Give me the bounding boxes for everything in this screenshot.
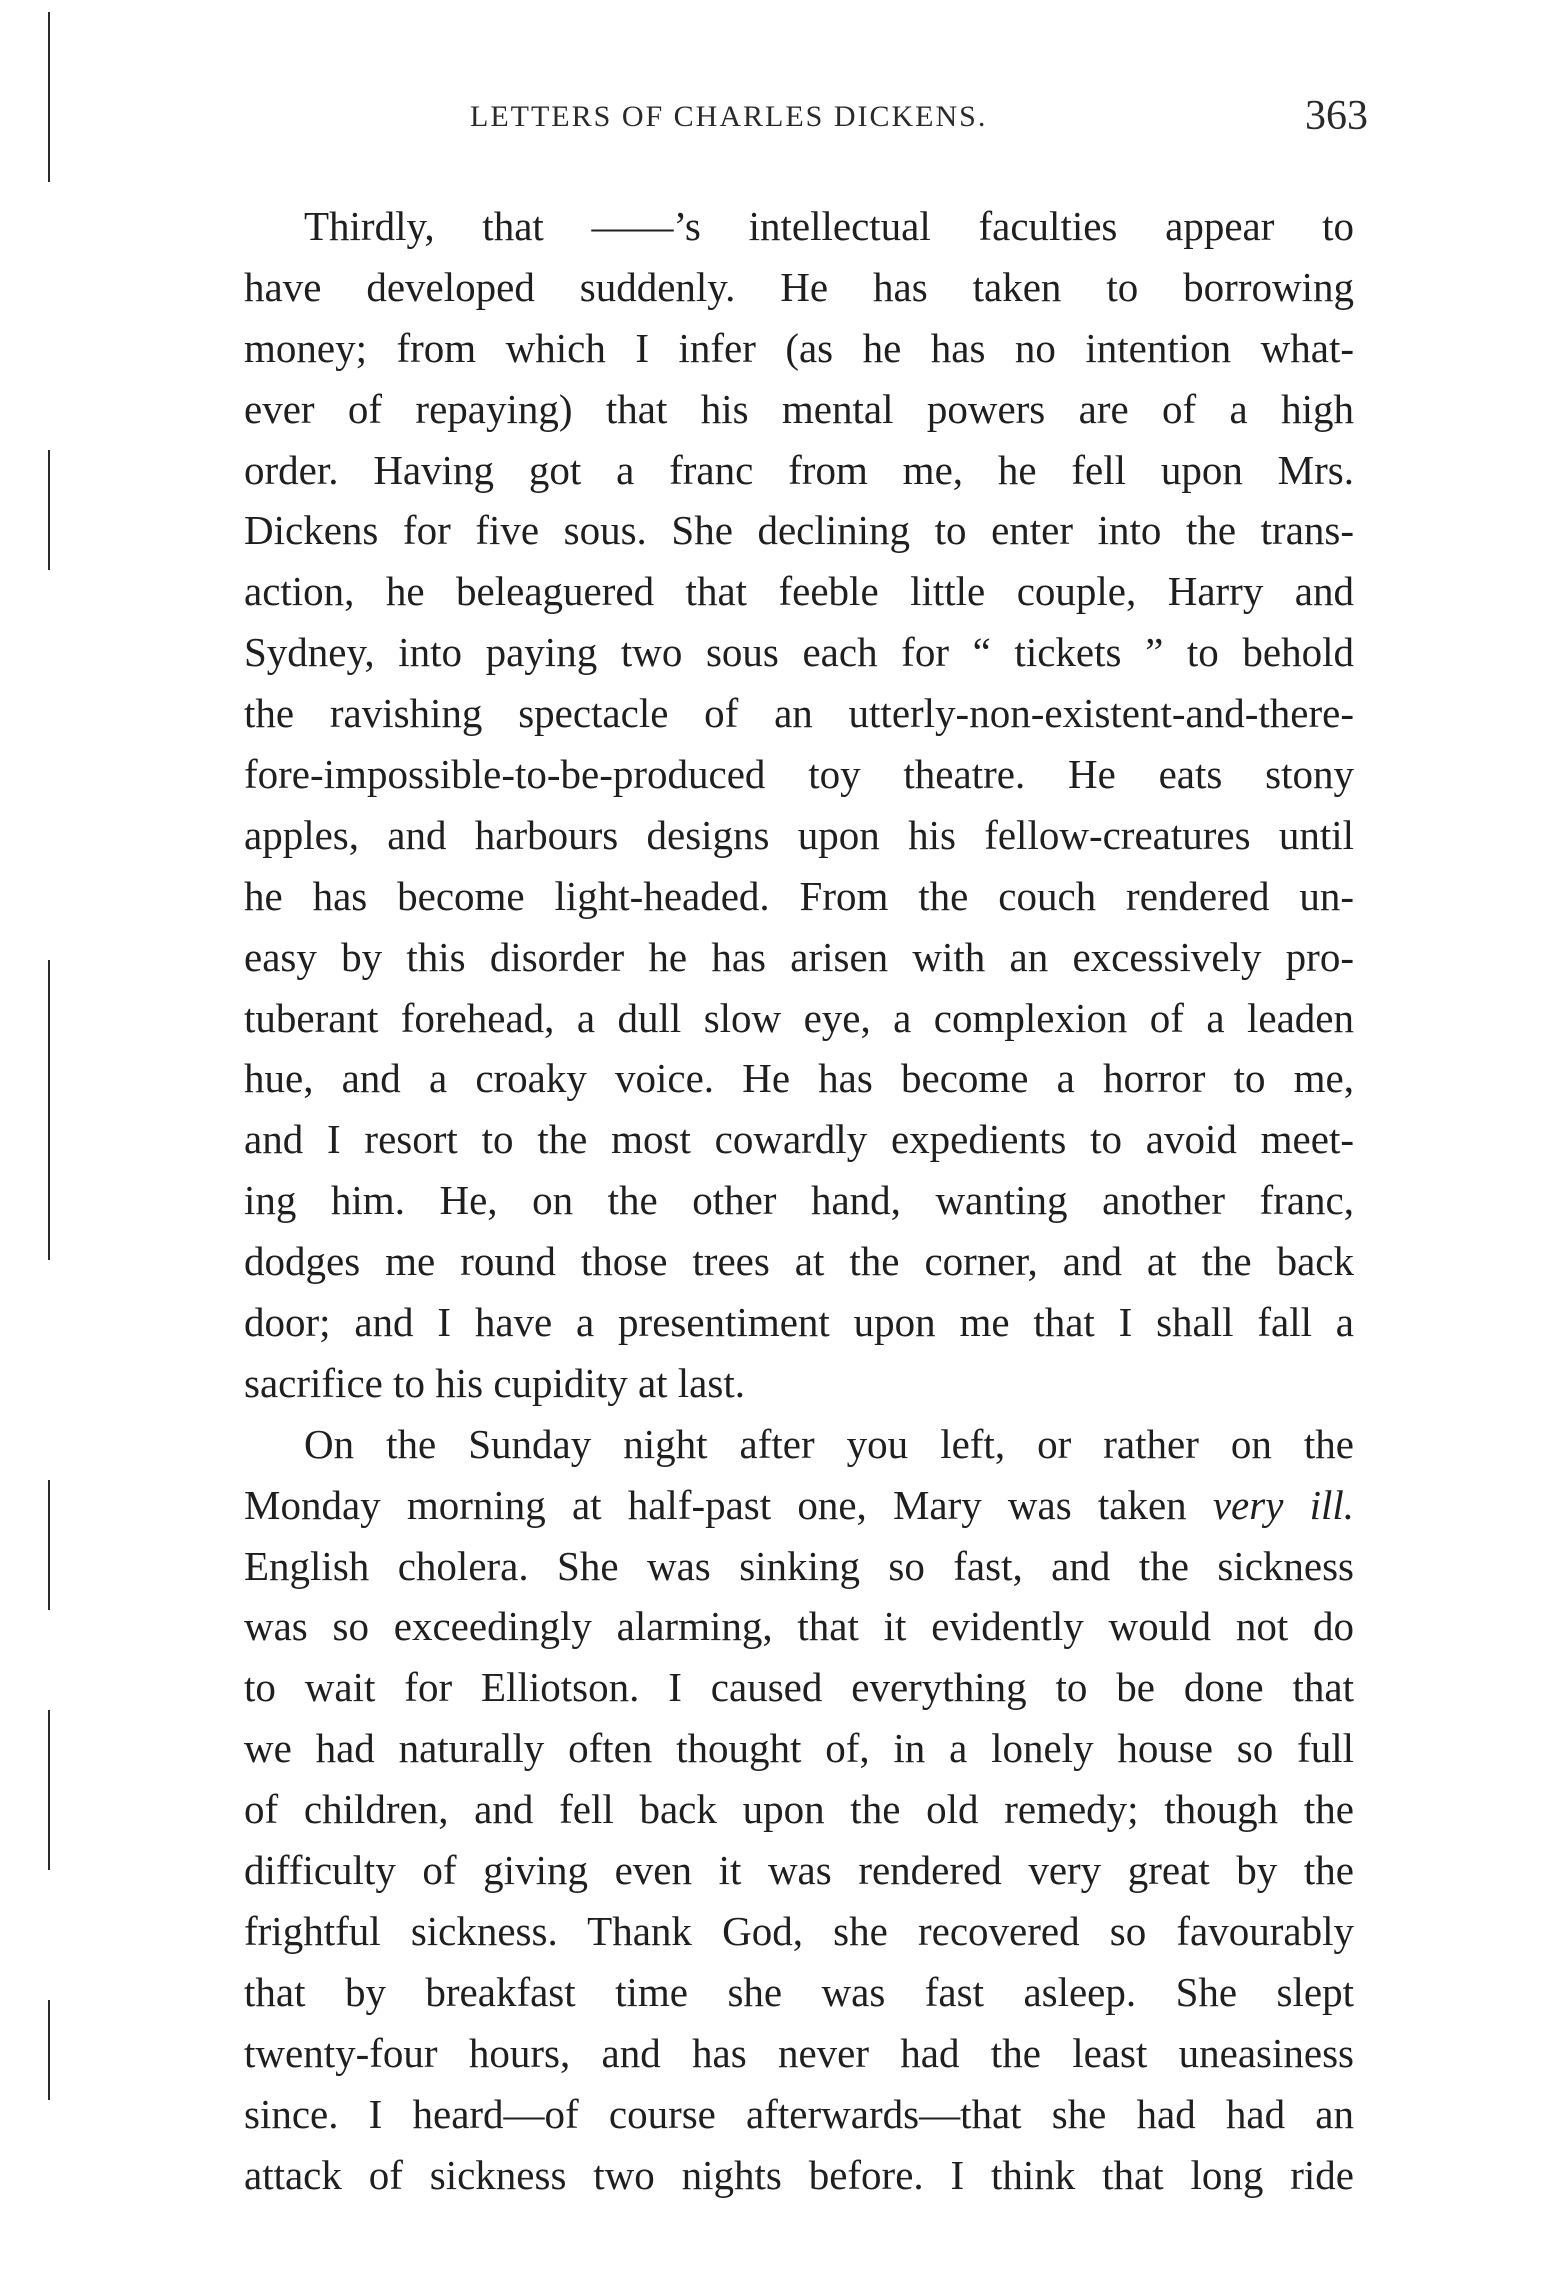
text-line: apples, and harbours designs upon his fellow-creatures until xyxy=(244,811,1354,858)
text-line: and I resort to the most cowardly expedients to avoid meet- xyxy=(244,1116,1354,1163)
text-line: twenty-four hours, and has never had the least uneasiness xyxy=(244,2029,1354,2076)
text-line: that by breakfast time she was fast asleep. She slept xyxy=(244,1968,1354,2015)
text-line: easy by this disorder he has arisen with an excessively pro- xyxy=(244,933,1354,980)
italic-emphasis: very ill. xyxy=(1212,1481,1354,1528)
scan-margin-mark xyxy=(48,960,50,1260)
text-line: order. Having got a franc from me, he fell upon Mrs. xyxy=(244,446,1354,493)
text-line: money; from which I infer (as he has no intention what- xyxy=(244,324,1354,371)
text-line: the ravishing spectacle of an utterly-non-existent-and-there- xyxy=(244,690,1354,737)
text-line: action, he beleaguered that feeble little couple, Harry and xyxy=(244,568,1354,615)
text-line: he has become light-headed. From the couch rendered un- xyxy=(244,872,1354,919)
text-line: frightful sickness. Thank God, she recovered so favourably xyxy=(244,1907,1354,1954)
text-line: we had naturally often thought of, in a lonely house so full xyxy=(244,1725,1354,1772)
body-text xyxy=(244,196,1354,2205)
text-line: dodges me round those trees at the corner, and at the back xyxy=(244,1238,1354,1285)
text-run: Monday morning at half-past one, Mary was taken xyxy=(244,1481,1213,1528)
text-line: of children, and fell back upon the old remedy; though the xyxy=(244,1786,1354,1833)
scan-margin-mark xyxy=(48,450,50,570)
text-line: English cholera. She was sinking so fast, and the sickness xyxy=(244,1542,1354,1589)
scan-margin-mark xyxy=(48,2000,50,2100)
text-line xyxy=(244,1475,1354,1536)
text-line: Dickens for five sous. She declining to enter into the trans- xyxy=(244,507,1354,554)
text-line: sacrifice to his cupidity at last. xyxy=(244,1359,745,1406)
scan-margin-mark xyxy=(48,1480,50,1610)
text-line: since. I heard—of course afterwards—that she had had an xyxy=(244,2090,1354,2137)
text-line: fore-impossible-to-be-produced toy theatre. He eats stony xyxy=(244,751,1354,798)
scan-margin-mark xyxy=(48,1710,50,1870)
text-line: door; and I have a presentiment upon me that I shall fall a xyxy=(244,1299,1354,1346)
text-line: tuberant forehead, a dull slow eye, a complexion of a leaden xyxy=(244,994,1354,1041)
scan-margin-mark xyxy=(48,12,50,182)
text-line: difficulty of giving even it was rendered very great by the xyxy=(244,1847,1354,1894)
text-line: hue, and a croaky voice. He has become a horror to me, xyxy=(244,1055,1354,1102)
text-line: Sydney, into paying two sous each for “ tickets ” to behold xyxy=(244,629,1354,676)
text-line: to wait for Elliotson. I caused everything to be done that xyxy=(244,1664,1354,1711)
paragraph-2 xyxy=(244,1414,1354,2206)
text-line: Thirdly, that ——’s intellectual faculties appear to xyxy=(304,203,1354,249)
paragraph-1 xyxy=(244,196,1354,1414)
text-line: On the Sunday night after you left, or rather on the xyxy=(304,1420,1354,1467)
text-line: ever of repaying) that his mental powers are of a high xyxy=(244,385,1354,432)
text-line: have developed suddenly. He has taken to borrowing xyxy=(244,263,1354,310)
text-line: attack of sickness two nights before. I think that long ride xyxy=(244,2151,1354,2198)
text-line: was so exceedingly alarming, that it evidently would not do xyxy=(244,1603,1354,1650)
running-head: LETTERS OF CHARLES DICKENS. xyxy=(470,100,988,133)
page-number: 363 xyxy=(1305,93,1368,139)
text-line: ing him. He, on the other hand, wanting another franc, xyxy=(244,1177,1354,1224)
